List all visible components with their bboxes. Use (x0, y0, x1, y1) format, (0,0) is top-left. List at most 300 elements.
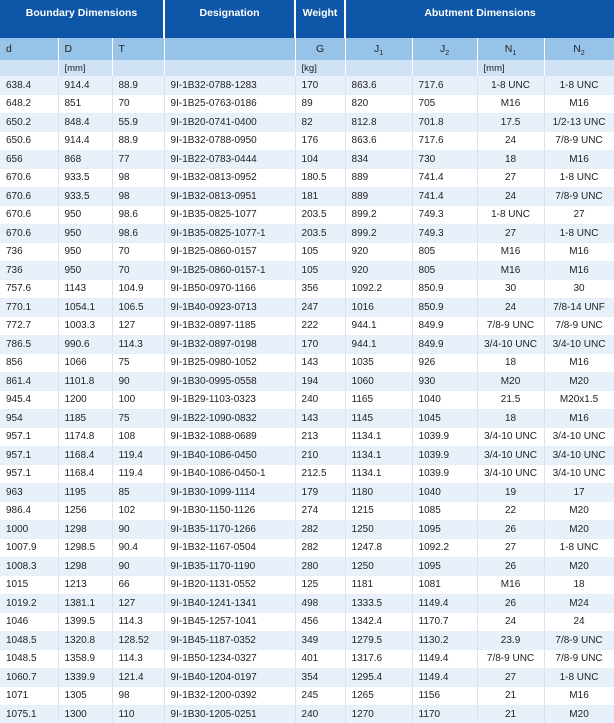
cell-N1: 1-8 UNC (477, 206, 544, 225)
cell-N1: 21.5 (477, 391, 544, 410)
cell-d: 1000 (0, 520, 58, 539)
cell-N1: 3/4-10 UNC (477, 465, 544, 484)
cell-designation: 9I-1B35-1170-1190 (164, 557, 295, 576)
cell-weight: 274 (295, 502, 345, 521)
cell-T: 75 (112, 354, 164, 373)
cell-J1: 1250 (345, 557, 412, 576)
table-row (0, 520, 614, 539)
cell-T: 70 (112, 243, 164, 262)
cell-weight: 282 (295, 539, 345, 558)
cell-T: 75 (112, 409, 164, 428)
cell-T: 104.9 (112, 280, 164, 299)
unit-boundary: [mm] (58, 60, 112, 76)
cell-N2: 7/8-14 UNF (544, 298, 614, 317)
cell-T: 77 (112, 150, 164, 169)
cell-designation: 9I-1B32-1088-0689 (164, 428, 295, 447)
cell-J2: 701.8 (412, 113, 477, 132)
cell-designation: 9I-1B29-1103-0323 (164, 391, 295, 410)
table-row (0, 465, 614, 484)
cell-d: 770.1 (0, 298, 58, 317)
cell-weight: 210 (295, 446, 345, 465)
cell-designation: 9I-1B32-1200-0392 (164, 687, 295, 706)
unit-blank (345, 60, 412, 76)
cell-T: 90 (112, 557, 164, 576)
cell-J2: 730 (412, 150, 477, 169)
cell-J1: 812.8 (345, 113, 412, 132)
cell-weight: 179 (295, 483, 345, 502)
cell-J1: 1270 (345, 705, 412, 723)
cell-J1: 863.6 (345, 76, 412, 95)
cell-J2: 1156 (412, 687, 477, 706)
cell-D: 1381.1 (58, 594, 112, 613)
cell-J1: 889 (345, 169, 412, 188)
cell-weight: 213 (295, 428, 345, 447)
cell-N2: M16 (544, 95, 614, 114)
cell-J2: 849.9 (412, 317, 477, 336)
cell-D: 1101.8 (58, 372, 112, 391)
cell-weight: 401 (295, 650, 345, 669)
table-row (0, 483, 614, 502)
cell-J2: 1170.7 (412, 613, 477, 632)
cell-N1: 27 (477, 169, 544, 188)
cell-J1: 1317.6 (345, 650, 412, 669)
cell-N1: 19 (477, 483, 544, 502)
group-header-abutment: Abutment Dimensions (345, 0, 614, 38)
table-row (0, 650, 614, 669)
symbol-d: d (0, 38, 58, 60)
cell-J2: 1085 (412, 502, 477, 521)
table-row (0, 169, 614, 188)
cell-N1: 7/8-9 UNC (477, 317, 544, 336)
cell-N2: M16 (544, 150, 614, 169)
cell-d: 736 (0, 243, 58, 262)
cell-N1: 17.5 (477, 113, 544, 132)
cell-d: 670.6 (0, 187, 58, 206)
cell-d: 656 (0, 150, 58, 169)
cell-designation: 9I-1B30-1150-1126 (164, 502, 295, 521)
cell-J1: 889 (345, 187, 412, 206)
cell-N1: 18 (477, 150, 544, 169)
cell-N2: 1/2-13 UNC (544, 113, 614, 132)
cell-weight: 280 (295, 557, 345, 576)
cell-N1: 24 (477, 298, 544, 317)
cell-weight: 194 (295, 372, 345, 391)
cell-designation: 9I-1B45-1257-1041 (164, 613, 295, 632)
cell-N2: M20 (544, 557, 614, 576)
cell-T: 128.52 (112, 631, 164, 650)
cell-D: 1200 (58, 391, 112, 410)
table-row (0, 261, 614, 280)
cell-J2: 705 (412, 95, 477, 114)
cell-weight: 104 (295, 150, 345, 169)
cell-T: 110 (112, 705, 164, 723)
cell-N1: M16 (477, 95, 544, 114)
table-row (0, 187, 614, 206)
cell-T: 108 (112, 428, 164, 447)
cell-J1: 1333.5 (345, 594, 412, 613)
cell-designation: 9I-1B40-1086-0450-1 (164, 465, 295, 484)
table-row (0, 557, 614, 576)
cell-d: 670.6 (0, 169, 58, 188)
cell-weight: 222 (295, 317, 345, 336)
cell-weight: 82 (295, 113, 345, 132)
cell-N1: 26 (477, 594, 544, 613)
cell-d: 957.1 (0, 465, 58, 484)
cell-D: 990.6 (58, 335, 112, 354)
cell-weight: 105 (295, 243, 345, 262)
cell-weight: 170 (295, 335, 345, 354)
cell-N2: 1-8 UNC (544, 539, 614, 558)
cell-J1: 1134.1 (345, 446, 412, 465)
cell-J2: 1092.2 (412, 539, 477, 558)
cell-N2: M16 (544, 687, 614, 706)
cell-J1: 1215 (345, 502, 412, 521)
unit-blank (0, 60, 58, 76)
cell-designation: 9I-1B25-0763-0186 (164, 95, 295, 114)
cell-d: 638.4 (0, 76, 58, 95)
cell-J1: 1247.8 (345, 539, 412, 558)
cell-designation: 9I-1B25-0860-0157 (164, 243, 295, 262)
cell-d: 650.6 (0, 132, 58, 151)
cell-T: 88.9 (112, 76, 164, 95)
cell-D: 1168.4 (58, 446, 112, 465)
cell-designation: 9I-1B40-0923-0713 (164, 298, 295, 317)
cell-T: 119.4 (112, 465, 164, 484)
cell-D: 1298.5 (58, 539, 112, 558)
table-row (0, 76, 614, 95)
cell-N2: 30 (544, 280, 614, 299)
cell-N2: 3/4-10 UNC (544, 465, 614, 484)
table-row (0, 354, 614, 373)
cell-weight: 143 (295, 354, 345, 373)
cell-N2: 3/4-10 UNC (544, 335, 614, 354)
table-row (0, 243, 614, 262)
table-row (0, 446, 614, 465)
table-row (0, 391, 614, 410)
table-row (0, 428, 614, 447)
cell-N1: 27 (477, 224, 544, 243)
cell-J2: 850.9 (412, 298, 477, 317)
table-row (0, 113, 614, 132)
cell-J2: 1149.4 (412, 650, 477, 669)
cell-J2: 1170 (412, 705, 477, 723)
cell-N2: 17 (544, 483, 614, 502)
cell-d: 957.1 (0, 428, 58, 447)
cell-D: 1054.1 (58, 298, 112, 317)
table-row (0, 132, 614, 151)
cell-D: 914.4 (58, 132, 112, 151)
cell-d: 670.6 (0, 206, 58, 225)
cell-designation: 9I-1B32-0813-0951 (164, 187, 295, 206)
cell-D: 1298 (58, 520, 112, 539)
cell-J1: 1134.1 (345, 428, 412, 447)
cell-J2: 1039.9 (412, 428, 477, 447)
cell-d: 861.4 (0, 372, 58, 391)
cell-D: 1320.8 (58, 631, 112, 650)
cell-weight: 125 (295, 576, 345, 595)
cell-designation: 9I-1B35-0825-1077-1 (164, 224, 295, 243)
cell-weight: 240 (295, 391, 345, 410)
cell-weight: 282 (295, 520, 345, 539)
table-row (0, 576, 614, 595)
cell-d: 945.4 (0, 391, 58, 410)
cell-d: 670.6 (0, 224, 58, 243)
cell-N1: 26 (477, 520, 544, 539)
cell-N2: M24 (544, 594, 614, 613)
cell-J2: 1039.9 (412, 465, 477, 484)
cell-D: 1300 (58, 705, 112, 723)
cell-d: 986.4 (0, 502, 58, 521)
cell-T: 90 (112, 520, 164, 539)
unit-blank (544, 60, 614, 76)
cell-d: 1048.5 (0, 631, 58, 650)
symbol-designation (164, 38, 295, 60)
cell-N1: 26 (477, 557, 544, 576)
cell-weight: 356 (295, 280, 345, 299)
symbol-J2: $J_2$ (412, 38, 477, 60)
cell-J1: 834 (345, 150, 412, 169)
symbol-N2: $N_2$ (544, 38, 614, 60)
cell-N1: 30 (477, 280, 544, 299)
cell-D: 1143 (58, 280, 112, 299)
cell-N2: 3/4-10 UNC (544, 428, 614, 447)
group-header-boundary: Boundary Dimensions (0, 0, 164, 38)
cell-weight: 203.5 (295, 206, 345, 225)
cell-D: 1066 (58, 354, 112, 373)
cell-J1: 1092.2 (345, 280, 412, 299)
cell-N1: M16 (477, 243, 544, 262)
cell-D: 1358.9 (58, 650, 112, 669)
cell-J1: 1342.4 (345, 613, 412, 632)
cell-J1: 944.1 (345, 335, 412, 354)
cell-D: 950 (58, 261, 112, 280)
cell-N1: 22 (477, 502, 544, 521)
cell-J2: 1040 (412, 391, 477, 410)
cell-d: 736 (0, 261, 58, 280)
cell-designation: 9I-1B20-1131-0552 (164, 576, 295, 595)
cell-T: 85 (112, 483, 164, 502)
cell-N2: 7/8-9 UNC (544, 631, 614, 650)
cell-weight: 498 (295, 594, 345, 613)
table-row (0, 631, 614, 650)
cell-N2: 7/8-9 UNC (544, 650, 614, 669)
cell-N1: 1-8 UNC (477, 76, 544, 95)
cell-N1: 18 (477, 409, 544, 428)
table-body (0, 76, 614, 723)
cell-weight: 105 (295, 261, 345, 280)
cell-J1: 863.6 (345, 132, 412, 151)
cell-D: 1213 (58, 576, 112, 595)
cell-N2: M16 (544, 354, 614, 373)
cell-D: 851 (58, 95, 112, 114)
cell-N2: 3/4-10 UNC (544, 446, 614, 465)
table-row (0, 539, 614, 558)
cell-N2: 1-8 UNC (544, 668, 614, 687)
cell-T: 98.6 (112, 206, 164, 225)
cell-N1: 3/4-10 UNC (477, 446, 544, 465)
cell-designation: 9I-1B35-0825-1077 (164, 206, 295, 225)
cell-weight: 240 (295, 705, 345, 723)
cell-J1: 920 (345, 243, 412, 262)
cell-D: 1339.9 (58, 668, 112, 687)
cell-J1: 1180 (345, 483, 412, 502)
cell-d: 1019.2 (0, 594, 58, 613)
cell-T: 66 (112, 576, 164, 595)
table-row (0, 317, 614, 336)
cell-T: 114.3 (112, 650, 164, 669)
cell-J2: 849.9 (412, 335, 477, 354)
cell-weight: 354 (295, 668, 345, 687)
cell-J1: 920 (345, 261, 412, 280)
cell-N1: 3/4-10 UNC (477, 428, 544, 447)
cell-J2: 805 (412, 243, 477, 262)
cell-d: 1007.9 (0, 539, 58, 558)
cell-d: 963 (0, 483, 58, 502)
cell-D: 1256 (58, 502, 112, 521)
symbol-D: D (58, 38, 112, 60)
cell-T: 127 (112, 594, 164, 613)
cell-designation: 9I-1B30-1099-1114 (164, 483, 295, 502)
cell-designation: 9I-1B50-0970-1166 (164, 280, 295, 299)
cell-d: 957.1 (0, 446, 58, 465)
cell-T: 114.3 (112, 613, 164, 632)
cell-J2: 717.6 (412, 132, 477, 151)
cell-J2: 930 (412, 372, 477, 391)
cell-J1: 1134.1 (345, 465, 412, 484)
cell-J1: 1181 (345, 576, 412, 595)
cell-D: 1298 (58, 557, 112, 576)
cell-D: 933.5 (58, 187, 112, 206)
cell-N2: 1-8 UNC (544, 224, 614, 243)
table-row (0, 335, 614, 354)
cell-D: 1399.5 (58, 613, 112, 632)
cell-N2: 1-8 UNC (544, 169, 614, 188)
cell-D: 1168.4 (58, 465, 112, 484)
cell-d: 1075.1 (0, 705, 58, 723)
cell-N2: M20 (544, 372, 614, 391)
cell-J1: 1295.4 (345, 668, 412, 687)
cell-d: 856 (0, 354, 58, 373)
symbol-J1: $J_1$ (345, 38, 412, 60)
table-row (0, 687, 614, 706)
cell-designation: 9I-1B40-1204-0197 (164, 668, 295, 687)
cell-weight: 349 (295, 631, 345, 650)
cell-designation: 9I-1B32-0897-1185 (164, 317, 295, 336)
cell-J1: 944.1 (345, 317, 412, 336)
cell-J2: 1045 (412, 409, 477, 428)
cell-J1: 899.2 (345, 206, 412, 225)
cell-d: 1060.7 (0, 668, 58, 687)
cell-designation: 9I-1B32-0788-0950 (164, 132, 295, 151)
cell-designation: 9I-1B22-1090-0832 (164, 409, 295, 428)
cell-designation: 9I-1B30-1205-0251 (164, 705, 295, 723)
cell-d: 1015 (0, 576, 58, 595)
cell-J1: 1279.5 (345, 631, 412, 650)
cell-weight: 456 (295, 613, 345, 632)
table-row (0, 594, 614, 613)
cell-N1: 18 (477, 354, 544, 373)
cell-J2: 1040 (412, 483, 477, 502)
group-header-weight: Weight (295, 0, 345, 38)
cell-d: 786.5 (0, 335, 58, 354)
table-row (0, 613, 614, 632)
unit-header-row (0, 60, 614, 76)
cell-T: 98.6 (112, 224, 164, 243)
cell-N2: M20x1.5 (544, 391, 614, 410)
cell-J1: 1250 (345, 520, 412, 539)
cell-N2: 24 (544, 613, 614, 632)
cell-J2: 749.3 (412, 224, 477, 243)
cell-weight: 170 (295, 76, 345, 95)
cell-N1: M20 (477, 372, 544, 391)
table-row (0, 668, 614, 687)
cell-T: 90.4 (112, 539, 164, 558)
cell-D: 950 (58, 206, 112, 225)
cell-N1: 24 (477, 613, 544, 632)
cell-weight: 203.5 (295, 224, 345, 243)
cell-designation: 9I-1B45-1187-0352 (164, 631, 295, 650)
cell-weight: 180.5 (295, 169, 345, 188)
cell-J2: 1095 (412, 557, 477, 576)
unit-blank (164, 60, 295, 76)
cell-N1: 27 (477, 539, 544, 558)
cell-T: 119.4 (112, 446, 164, 465)
cell-d: 1071 (0, 687, 58, 706)
cell-N1: 3/4-10 UNC (477, 335, 544, 354)
cell-T: 98 (112, 687, 164, 706)
cell-T: 98 (112, 169, 164, 188)
symbol-T: T (112, 38, 164, 60)
cell-T: 55.9 (112, 113, 164, 132)
cell-N2: M20 (544, 520, 614, 539)
cell-T: 70 (112, 95, 164, 114)
table-row (0, 705, 614, 723)
cell-J2: 741.4 (412, 169, 477, 188)
cell-D: 950 (58, 224, 112, 243)
cell-J1: 1165 (345, 391, 412, 410)
cell-D: 868 (58, 150, 112, 169)
unit-blank (112, 60, 164, 76)
cell-d: 757.6 (0, 280, 58, 299)
cell-T: 100 (112, 391, 164, 410)
cell-D: 1185 (58, 409, 112, 428)
cell-weight: 181 (295, 187, 345, 206)
cell-designation: 9I-1B40-1241-1341 (164, 594, 295, 613)
cell-N1: 24 (477, 132, 544, 151)
table-row (0, 298, 614, 317)
cell-T: 114.3 (112, 335, 164, 354)
symbol-G: G (295, 38, 345, 60)
table-row (0, 224, 614, 243)
table-row (0, 409, 614, 428)
cell-T: 121.4 (112, 668, 164, 687)
cell-J2: 926 (412, 354, 477, 373)
cell-N2: M20 (544, 705, 614, 723)
cell-designation: 9I-1B25-0980-1052 (164, 354, 295, 373)
cell-D: 950 (58, 243, 112, 262)
cell-J2: 850.9 (412, 280, 477, 299)
cell-D: 1305 (58, 687, 112, 706)
cell-designation: 9I-1B22-0783-0444 (164, 150, 295, 169)
cell-J1: 1016 (345, 298, 412, 317)
cell-N2: 7/8-9 UNC (544, 187, 614, 206)
cell-N2: 7/8-9 UNC (544, 132, 614, 151)
cell-N1: 21 (477, 705, 544, 723)
cell-N2: M16 (544, 409, 614, 428)
cell-weight: 212.5 (295, 465, 345, 484)
cell-N2: M16 (544, 243, 614, 262)
cell-designation: 9I-1B35-1170-1266 (164, 520, 295, 539)
